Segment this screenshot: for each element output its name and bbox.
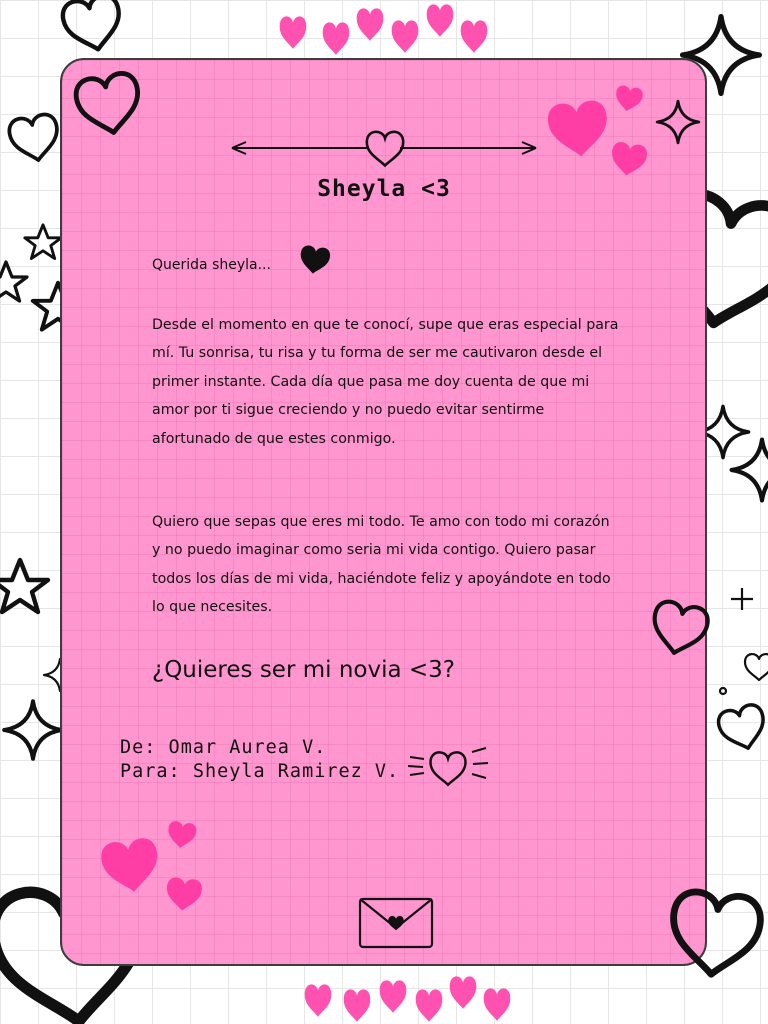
- letter-title: Sheyla <3: [317, 176, 451, 202]
- heart-icon: [431, 752, 466, 784]
- heart-icon: [613, 84, 643, 113]
- heart-icon: [73, 71, 144, 138]
- heart-icon: [648, 599, 710, 658]
- sparkle-icon: [657, 101, 699, 143]
- envelope-icon: [360, 899, 432, 947]
- heart-icon: [367, 132, 403, 166]
- letter-greeting: Querida sheyla...: [152, 257, 271, 273]
- heart-icon: [609, 141, 648, 178]
- heart-icon: [298, 245, 331, 276]
- signature-to: Para: Sheyla Ramirez V.: [120, 761, 400, 782]
- heart-icon: [668, 890, 763, 979]
- signature-heart: [408, 748, 488, 785]
- letter-paragraph-2: Quiero que sepas que eres mi todo. Te amo con todo mi corazón y no puedo imaginar como seria mi vida contigo. Quiero pasar todos los días de mi vida, haciéndote feliz y apoyándote en todo lo que necesites.: [152, 514, 611, 616]
- heart-icon: [99, 836, 162, 895]
- signature-from: De: Omar Aurea V.: [120, 737, 327, 758]
- letter-paragraph-1: Desde el momento en que te conocí, supe que eras especial para mí. Tu sonrisa, tu risa y tu forma de ser me cautivaron desde el primer instante. Cada día que pasa me doy cuenta de que mi amor por ti sigue creciendo y no puedo evitar sentirme afortunado de que estes conmigo.: [152, 317, 619, 447]
- heart-icon: [165, 877, 203, 913]
- heart-icon: [166, 820, 197, 850]
- title-ornament: [232, 132, 536, 166]
- letter-question: ¿Quieres ser mi novia <3?: [152, 657, 455, 683]
- heart-icon: [546, 99, 610, 159]
